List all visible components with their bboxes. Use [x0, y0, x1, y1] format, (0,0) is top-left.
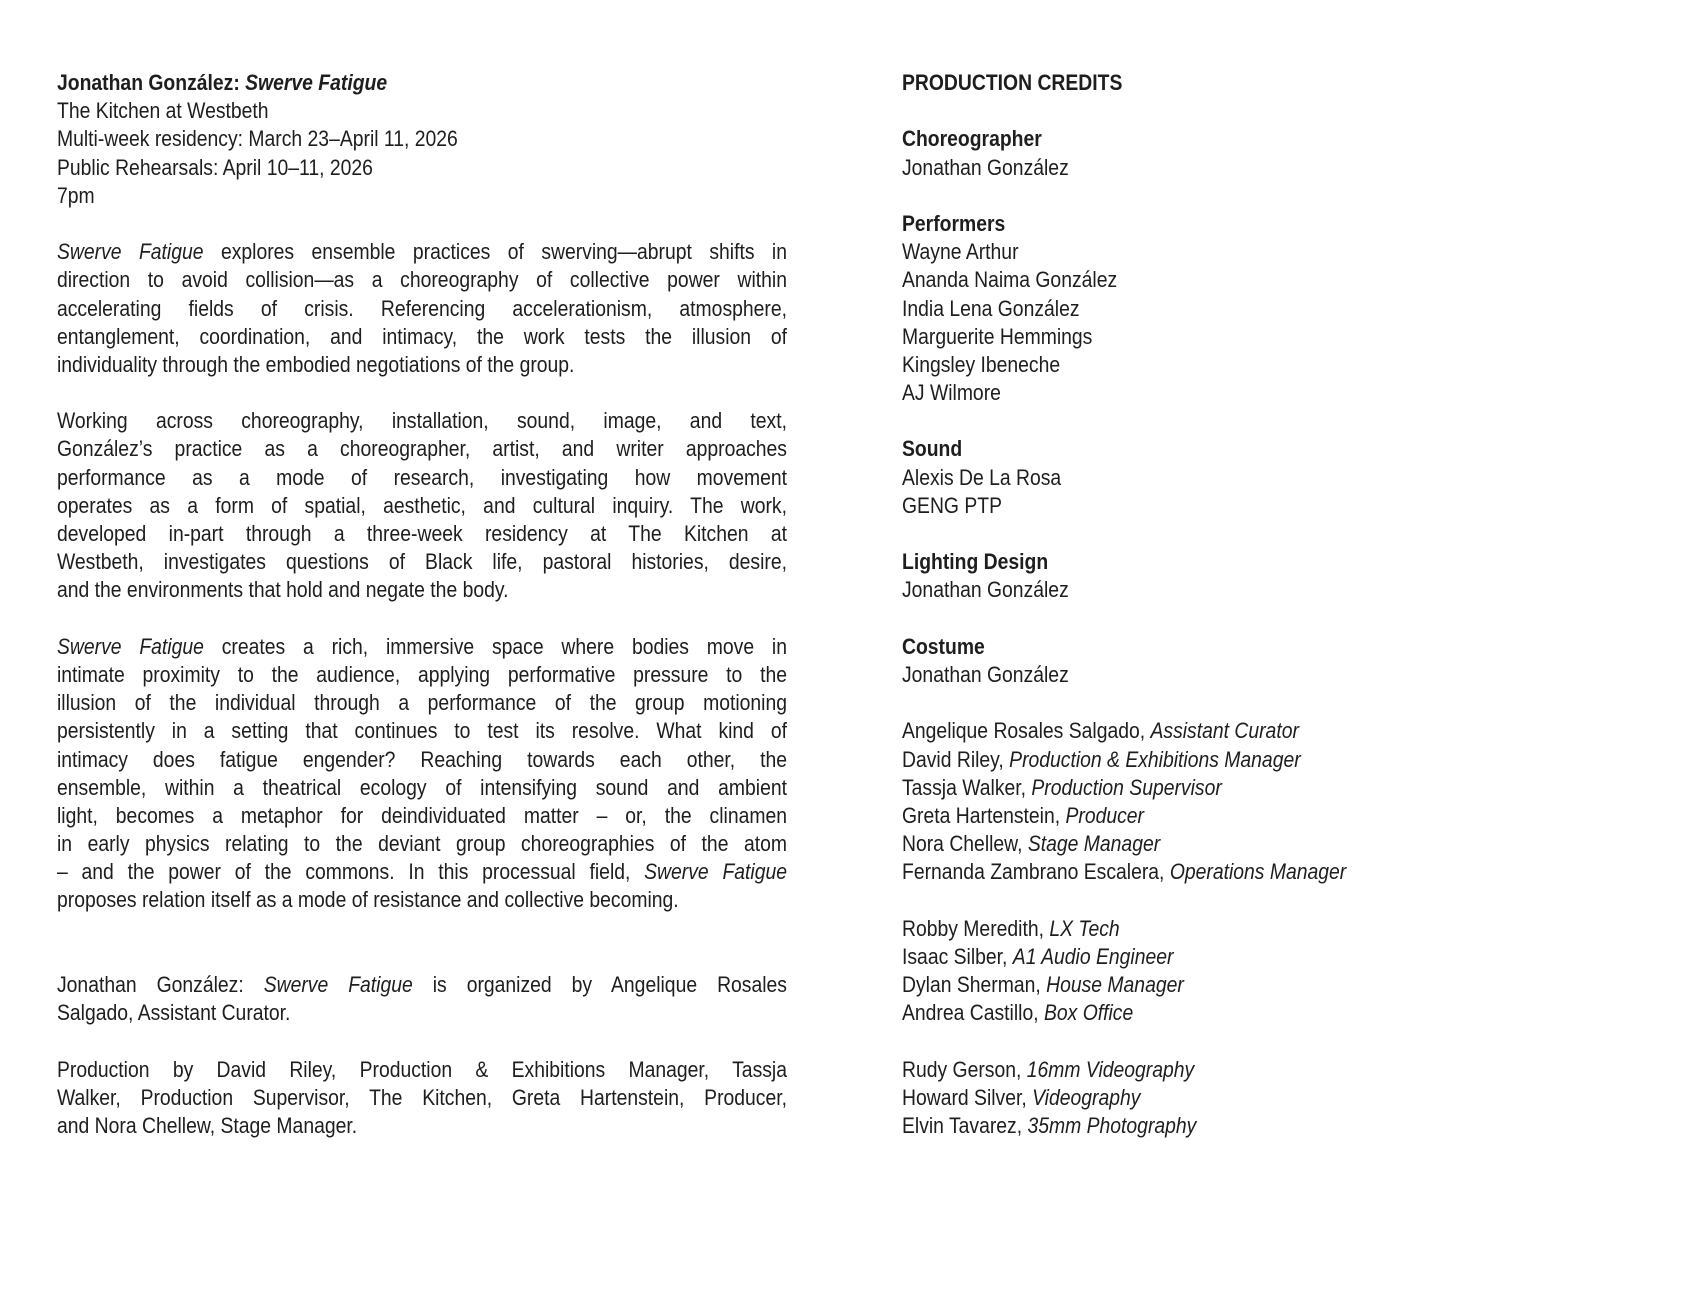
paragraph-line	[57, 548, 787, 576]
paragraph-line	[57, 633, 787, 661]
residency-dates: Multi-week residency: March 23–April 11, 2026	[57, 126, 458, 152]
paragraph-line	[57, 886, 787, 914]
paragraph-line	[57, 464, 787, 492]
rehearsal-dates: Public Rehearsals: April 10–11, 2026	[57, 154, 373, 180]
line-text: Production by David Riley, Production & Exhibitions Manager, Tassja	[57, 1056, 787, 1082]
line-text: is organized by Angelique Rosales	[412, 972, 787, 997]
person-name: Isaac Silber,	[902, 943, 1013, 969]
person-role: House Manager	[1046, 972, 1184, 997]
credit-heading: Lighting Design	[902, 549, 1049, 575]
credit-entry	[902, 915, 1602, 943]
line-text: proposes relation itself as a mode of resistance and collective becoming.	[57, 887, 679, 913]
person-role: Producer	[1065, 802, 1144, 828]
line-text: Working across choreography, installation, sound, image, and text,	[57, 408, 787, 434]
paragraph-line	[57, 661, 787, 689]
paragraph-line	[57, 999, 787, 1027]
credit-group-lighting	[902, 548, 1602, 604]
spacer	[902, 1027, 1602, 1055]
person-role: Box Office	[1043, 1000, 1134, 1026]
line-text: direction to avoid collision—as a choreography of collective power within	[57, 267, 787, 293]
spacer	[57, 605, 787, 633]
work-title: Swerve Fatigue	[245, 70, 388, 95]
person-role: Videography	[1032, 1084, 1141, 1110]
credit-name: Jonathan González	[902, 661, 1069, 687]
paragraph-line	[57, 323, 787, 351]
person-role: Operations Manager	[1169, 859, 1347, 885]
credit-name: Wayne Arthur	[902, 239, 1019, 265]
person-name: Howard Silver,	[902, 1084, 1033, 1110]
event-time: 7pm	[57, 182, 95, 208]
spacer	[57, 1027, 787, 1055]
paragraph-line	[57, 1112, 787, 1140]
line-text: – and the power of the commons. In this processual field,	[57, 859, 645, 885]
paragraph-line	[57, 1056, 787, 1084]
person-name: Tassja Walker,	[902, 774, 1032, 800]
credit-heading: Sound	[902, 436, 963, 462]
person-role: Production & Exhibitions Manager	[1009, 746, 1301, 772]
spacer	[57, 379, 787, 407]
person-role: A1 Audio Engineer	[1012, 943, 1174, 969]
italic-title: Swerve Fatigue	[57, 633, 204, 659]
credit-entry	[902, 1084, 1602, 1112]
paragraph-line	[57, 830, 787, 858]
spacer	[57, 210, 787, 238]
credit-entry	[902, 1112, 1602, 1140]
line-text: developed in-part through a three-week residency at The Kitchen at	[57, 521, 787, 546]
venue: The Kitchen at Westbeth	[57, 98, 269, 124]
paragraph-experience	[57, 633, 787, 915]
person-role: Stage Manager	[1027, 831, 1161, 857]
person-name: Dylan Sherman,	[902, 972, 1047, 997]
paragraph-production	[57, 1056, 787, 1141]
person-name: Robby Meredith,	[902, 915, 1050, 941]
line-text: illusion of the individual through a performance of the group motioning	[57, 690, 787, 716]
person-name: David Riley,	[902, 746, 1010, 772]
line-text: explores ensemble practices of swerving—abrupt shifts in	[203, 239, 787, 265]
paragraph-line	[57, 492, 787, 520]
credit-name: Ananda Naima González	[902, 267, 1118, 293]
paragraph-organizer	[57, 971, 787, 1027]
credit-group-choreographer	[902, 125, 1602, 181]
line-text: Jonathan González:	[57, 972, 264, 997]
line-text: intimacy does fatigue engender? Reaching towards each other, the	[57, 746, 787, 772]
line-text: creates a rich, immersive space where bodies move in	[203, 633, 787, 659]
credit-entry	[902, 943, 1602, 971]
person-role: LX Tech	[1049, 915, 1120, 941]
credit-name: Jonathan González	[902, 154, 1069, 180]
production-credits-column	[902, 69, 1602, 1140]
credit-entry	[902, 858, 1602, 886]
person-role: 16mm Videography	[1026, 1056, 1195, 1082]
italic-title: Swerve Fatigue	[57, 239, 204, 265]
line-text: González’s practice as a choreographer, artist, and writer approaches	[57, 436, 787, 462]
credit-name: Marguerite Hemmings	[902, 323, 1093, 349]
line-text: performance as a mode of research, investigating how movement	[57, 464, 787, 490]
person-name: Nora Chellew,	[902, 831, 1028, 857]
line-text: Walker, Production Supervisor, The Kitchen, Greta Hartenstein, Producer,	[57, 1084, 787, 1110]
person-name: Fernanda Zambrano Escalera,	[902, 859, 1170, 885]
credit-name: Jonathan González	[902, 577, 1069, 603]
spacer	[902, 689, 1602, 717]
line-text: accelerating fields of crisis. Referencing accelerationism, atmosphere,	[57, 295, 787, 321]
paragraph-line	[57, 266, 787, 294]
paragraph-line	[57, 689, 787, 717]
line-text: and Nora Chellew, Stage Manager.	[57, 1112, 358, 1138]
line-text: persistently in a setting that continues to test its resolve. What kind of	[57, 718, 787, 744]
credit-entry	[902, 830, 1602, 858]
paragraph-line	[57, 802, 787, 830]
line-text: individuality through the embodied negotiations of the group.	[57, 351, 575, 377]
credit-name: GENG PTP	[902, 492, 1003, 518]
paragraph-line	[57, 576, 787, 604]
credit-entry	[902, 746, 1602, 774]
spacer	[902, 886, 1602, 914]
paragraph-line	[57, 746, 787, 774]
line-text: ensemble, within a theatrical ecology of intensifying sound and ambient	[57, 774, 787, 800]
credit-group-sound	[902, 435, 1602, 520]
paragraph-line	[57, 774, 787, 802]
credit-heading: Costume	[902, 633, 985, 659]
person-name: Elvin Tavarez,	[902, 1112, 1028, 1138]
paragraph-description	[57, 238, 787, 379]
paragraph-line	[57, 351, 787, 379]
person-name: Rudy Gerson,	[902, 1056, 1027, 1082]
credit-heading: Choreographer	[902, 126, 1042, 152]
spacer	[902, 182, 1602, 210]
line-text: operates as a form of spatial, aesthetic, and cultural inquiry. The work,	[57, 492, 787, 518]
spacer	[902, 605, 1602, 633]
credit-heading: Performers	[902, 210, 1006, 236]
person-name: Angelique Rosales Salgado,	[902, 718, 1151, 744]
paragraph-line	[57, 435, 787, 463]
person-name: Andrea Castillo,	[902, 1000, 1044, 1026]
program-notes-column	[57, 69, 787, 1140]
credits-title: PRODUCTION CREDITS	[902, 70, 1123, 95]
paragraph-line	[57, 971, 787, 999]
line-text: and the environments that hold and negate the body.	[57, 577, 509, 603]
spacer	[57, 915, 787, 943]
credit-name: Alexis De La Rosa	[902, 464, 1062, 490]
paragraph-line	[57, 407, 787, 435]
staff-list	[902, 717, 1602, 886]
paragraph-line	[57, 1084, 787, 1112]
line-text: Salgado, Assistant Curator.	[57, 1000, 291, 1026]
credit-name: Kingsley Ibeneche	[902, 351, 1061, 377]
artist-name: Jonathan González:	[57, 70, 246, 95]
media-list	[902, 1056, 1602, 1141]
line-text: entanglement, coordination, and intimacy, the work tests the illusion of	[57, 323, 787, 349]
event-title	[57, 69, 787, 97]
paragraph-line	[57, 858, 787, 886]
paragraph-practice	[57, 407, 787, 604]
credit-entry	[902, 1056, 1602, 1084]
line-text: in early physics relating to the deviant group choreographies of the atom	[57, 831, 787, 857]
credit-group-performers	[902, 210, 1602, 407]
credit-group-costume	[902, 633, 1602, 689]
italic-title: Swerve Fatigue	[644, 859, 787, 885]
person-role: 35mm Photography	[1027, 1112, 1197, 1138]
credit-name: India Lena González	[902, 295, 1080, 321]
spacer	[57, 943, 787, 971]
italic-title: Swerve Fatigue	[263, 972, 413, 997]
credit-entry	[902, 971, 1602, 999]
paragraph-line	[57, 295, 787, 323]
person-role: Production Supervisor	[1031, 774, 1222, 800]
line-text: light, becomes a metaphor for deindividuated matter – or, the clinamen	[57, 802, 787, 828]
person-role: Assistant Curator	[1150, 718, 1299, 744]
technical-list	[902, 915, 1602, 1028]
paragraph-line	[57, 717, 787, 745]
event-header	[57, 69, 787, 210]
line-text: Westbeth, investigates questions of Black life, pastoral histories, desire,	[57, 549, 787, 575]
credit-entry	[902, 802, 1602, 830]
credit-entry	[902, 999, 1602, 1027]
credit-entry	[902, 774, 1602, 802]
spacer	[902, 407, 1602, 435]
paragraph-line	[57, 238, 787, 266]
line-text: intimate proximity to the audience, applying performative pressure to the	[57, 661, 787, 687]
credit-entry	[902, 717, 1602, 745]
spacer	[902, 97, 1602, 125]
spacer	[902, 520, 1602, 548]
paragraph-line	[57, 520, 787, 548]
credit-name: AJ Wilmore	[902, 380, 1001, 406]
person-name: Greta Hartenstein,	[902, 802, 1066, 828]
